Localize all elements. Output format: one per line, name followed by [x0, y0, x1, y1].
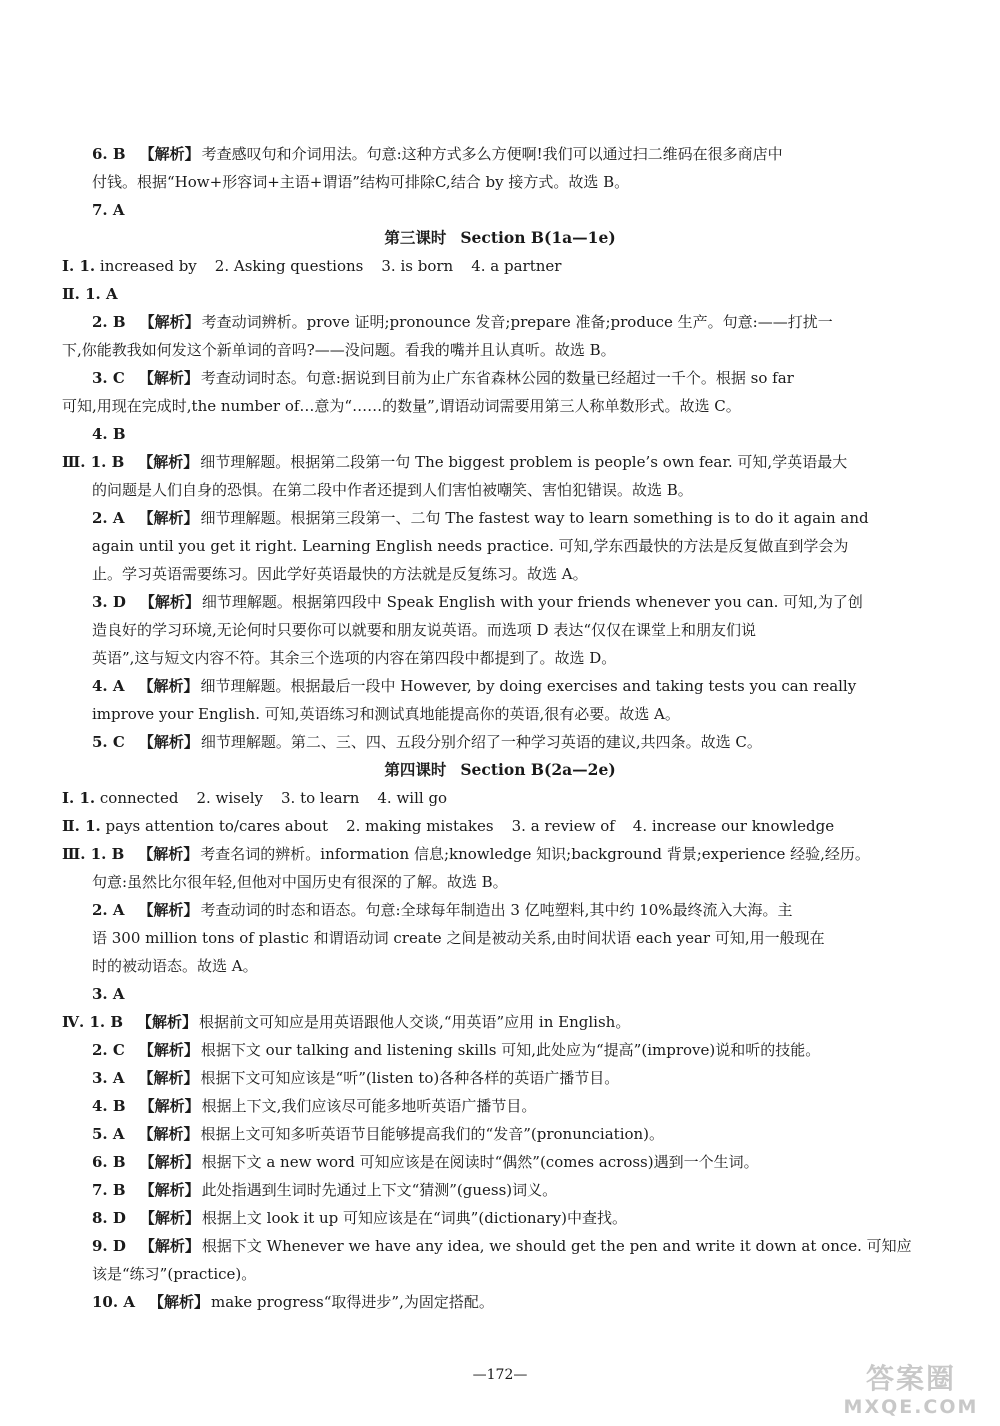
analysis-tag: 【解析】 [138, 733, 199, 751]
answer-item: 3. A 【解析】 根据下文可知应该是“听”(listen to)各种各样的英语广播节目。 [92, 1069, 620, 1087]
answer-text-line: 英语”,这与短文内容不符。其余三个选项的内容在第四段中都提到了。故选 D。 [92, 649, 617, 667]
page-number: —172— [472, 1367, 528, 1383]
analysis-tag: 【解析】 [139, 1181, 200, 1199]
answer-item: 7. B 【解析】 此处指遇到生词时先通过上下文“猜测”(guess)词义。 [92, 1181, 558, 1199]
answer-item: 5. C 【解析】 细节理解题。第二、三、四、五段分别介绍了一种学习英语的建议,共四条。故选 C。 [92, 733, 762, 751]
answer-item: 10. A 【解析】 make progress“取得进步”,为固定搭配。 [92, 1293, 494, 1311]
answer-text-line: 时的被动语态。故选 A。 [92, 957, 258, 975]
watermark-logo [836, 1362, 986, 1422]
answer-item: 6. B 【解析】 根据下文 a new word 可知应该是在阅读时“偶然”(comes across)遇到一个生词。 [92, 1153, 759, 1171]
watermark-text: 答案圈 [865, 1362, 956, 1395]
analysis-tag: 【解析】 [137, 1013, 198, 1031]
answer-text-line: 语 300 million tons of plastic 和谓语动词 create 之间是被动关系,由时间状语 each year 可知,用一般现在 [92, 929, 825, 947]
answer-text-line: again until you get it right. Learning English needs practice. 可知,学东西最快的方法是反复做直到学会为 [92, 537, 849, 555]
section-heading: 第四课时 Section B(2a—2e) [384, 760, 616, 779]
analysis-tag: 【解析】 [139, 1153, 200, 1171]
answer-text-line: 可知,用现在完成时,the number of…意为“……的数量”,谓语动词需要用第三人称单数形式。故选 C。 [62, 397, 741, 415]
analysis-tag: 【解析】 [138, 1125, 199, 1143]
answer-item: 2. A 【解析】 细节理解题。根据第三段第一、二句 The fastest way to learn something is to do it again and [92, 509, 869, 527]
answer-item: 3. C 【解析】 考查动词时态。句意:据说到目前为止广东省森林公园的数量已经超过一千个。根据 so far [92, 369, 794, 387]
answer-item: Ⅲ. 1. B 【解析】 细节理解题。根据第二段第一句 The biggest problem is people’s own fear. 可知,学英语最大 [62, 453, 848, 471]
analysis-tag: 【解析】 [139, 145, 200, 163]
answer-item: 5. A 【解析】 根据上文可知多听英语节目能够提高我们的“发音”(pronunciation)。 [92, 1125, 665, 1143]
analysis-tag: 【解析】 [138, 677, 199, 695]
answer-item: 3. D 【解析】 细节理解题。根据第四段中 Speak English with your friends whenever you can. 可知,为了创 [92, 593, 863, 611]
answer-item: 4. B [92, 425, 126, 443]
section-heading: 第三课时 Section B(1a—1e) [384, 228, 616, 247]
answer-item: 9. D 【解析】 根据下文 Whenever we have any idea, we should get the pen and write it down at once. 可知应 [92, 1237, 912, 1255]
answer-row: Ⅱ. 1. A [62, 285, 118, 303]
answer-item: 2. C 【解析】 根据下文 our talking and listening skills 可知,此处应为“提高”(improve)说和听的技能。 [92, 1041, 821, 1059]
analysis-tag: 【解析】 [138, 509, 199, 527]
answer-row: Ⅰ. 1. increased by 2. Asking questions 3. is born 4. a partner [62, 257, 562, 275]
answer-item: 4. B 【解析】 根据上下文,我们应该尽可能多地听英语广播节目。 [92, 1097, 537, 1115]
analysis-tag: 【解析】 [138, 1069, 199, 1087]
answer-text-line: 止。学习英语需要练习。因此学好英语最快的方法就是反复练习。故选 A。 [92, 565, 588, 583]
answer-row: Ⅰ. 1. connected 2. wisely 3. to learn 4. will go [62, 789, 448, 807]
answer-text-line: 造良好的学习环境,无论何时只要你可以就要和朋友说英语。而选项 D 表达“仅仅在课堂上和朋友们说 [92, 621, 757, 639]
analysis-tag: 【解析】 [139, 313, 200, 331]
watermark-url: MXQE.COM [843, 1396, 979, 1418]
answer-text-line: 的问题是人们自身的恐惧。在第二段中作者还提到人们害怕被嘲笑、害怕犯错误。故选 B。 [92, 481, 693, 499]
answer-item: 7. A [92, 201, 125, 219]
analysis-tag: 【解析】 [139, 593, 200, 611]
analysis-tag: 【解析】 [138, 369, 199, 387]
analysis-tag: 【解析】 [148, 1293, 209, 1311]
analysis-tag: 【解析】 [138, 1041, 199, 1059]
answer-item: 6. B 【解析】 考查感叹句和介词用法。句意:这种方式多么方便啊!我们可以通过扫二维码在很多商店中 [92, 145, 783, 163]
answer-item: Ⅲ. 1. B 【解析】 考查名词的辨析。information 信息;knowledge 知识;background 背景;experience 经验,经历。 [62, 845, 870, 863]
answer-row: Ⅱ. 1. pays attention to/cares about 2. making mistakes 3. a review of 4. increase our knowledge [62, 817, 835, 835]
analysis-tag: 【解析】 [139, 1209, 200, 1227]
answer-item: 4. A 【解析】 细节理解题。根据最后一段中 However, by doing exercises and taking tests you can really [92, 677, 857, 695]
analysis-tag: 【解析】 [138, 845, 199, 863]
analysis-tag: 【解析】 [138, 901, 199, 919]
answer-text-line: improve your English. 可知,英语练习和测试真地能提高你的英语,很有必要。故选 A。 [92, 705, 680, 723]
answer-item: 8. D 【解析】 根据上文 look it up 可知应该是在“词典”(dictionary)中查找。 [92, 1209, 627, 1227]
answer-text-line: 付钱。根据“How+形容词+主语+谓语”结构可排除C,结合 by 接方式。故选 B。 [92, 173, 630, 191]
answer-text-line: 句意:虽然比尔很年轻,但他对中国历史有很深的了解。故选 B。 [92, 873, 508, 891]
answer-item: 3. A [92, 985, 125, 1003]
analysis-tag: 【解析】 [139, 1237, 200, 1255]
answer-text-line: 下,你能教我如何发这个新单词的音吗?——没问题。看我的嘴并且认真听。故选 B。 [62, 341, 616, 359]
analysis-tag: 【解析】 [139, 1097, 200, 1115]
answer-item: 2. A 【解析】 考查动词的时态和语态。句意:全球每年制造出 3 亿吨塑料,其中约 10%最终流入大海。主 [92, 901, 793, 919]
answer-item: Ⅳ. 1. B 【解析】 根据前文可知应是用英语跟他人交谈,“用英语”应用 in English。 [62, 1013, 631, 1031]
analysis-tag: 【解析】 [138, 453, 199, 471]
answer-item: 2. B 【解析】 考查动词辨析。prove 证明;pronounce 发音;prepare 准备;produce 生产。句意:——打扰一 [92, 313, 833, 331]
answer-text-line: 该是“练习”(practice)。 [92, 1265, 257, 1283]
